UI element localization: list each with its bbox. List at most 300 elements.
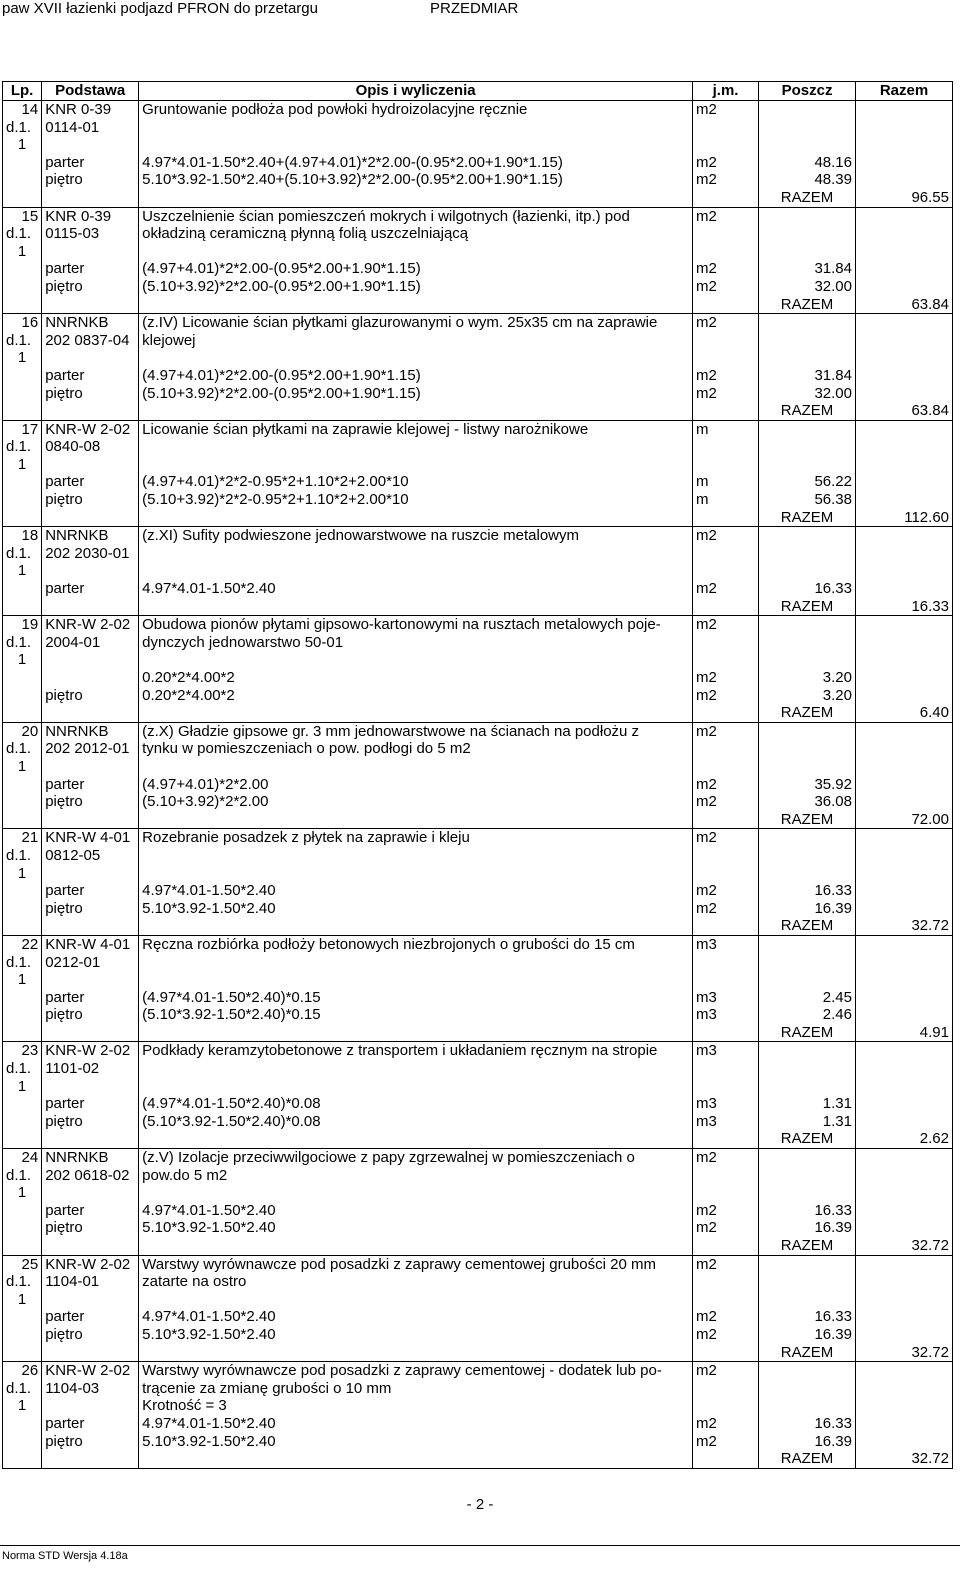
razem-label: RAZEM bbox=[780, 295, 834, 313]
podstawa-line: KNR-W 4-01 bbox=[45, 829, 131, 847]
item-poszcz bbox=[759, 829, 856, 936]
item-lp bbox=[3, 1255, 42, 1362]
item-podstawa bbox=[42, 101, 139, 208]
calc-value: 1.31 bbox=[822, 1095, 852, 1113]
col-razem: Razem bbox=[856, 82, 953, 101]
item-lp bbox=[3, 101, 42, 208]
podstawa-line: KNR-W 4-01 bbox=[45, 935, 131, 953]
item-jm bbox=[693, 722, 759, 829]
calc-value: 3.20 bbox=[822, 686, 852, 704]
item-poszcz bbox=[759, 207, 856, 314]
calc-jm: m2 bbox=[696, 669, 717, 686]
item-podstawa bbox=[42, 1042, 139, 1149]
jm-main: m2 bbox=[696, 207, 717, 225]
lp-line: 15 bbox=[21, 207, 39, 225]
razem-label: RAZEM bbox=[780, 508, 834, 526]
item-lp bbox=[3, 420, 42, 527]
podstawa-line: 0115-03 bbox=[45, 225, 100, 243]
calc-value: 2.46 bbox=[822, 1006, 852, 1024]
col-opis: Opis i wyliczenia bbox=[139, 82, 693, 101]
item-jm bbox=[693, 829, 759, 936]
calc-expr: 0.20*2*4.00*2 bbox=[142, 669, 235, 686]
lp-line: d.1. bbox=[6, 544, 32, 562]
lp-line: 25 bbox=[21, 1255, 39, 1273]
calc-value: 31.84 bbox=[814, 366, 852, 384]
opis-line: Podkłady keramzytobetonowe z transportem i układaniem ręcznym na stropie bbox=[142, 1042, 658, 1060]
table-row bbox=[3, 101, 953, 208]
razem-label: RAZEM bbox=[780, 1343, 834, 1361]
item-podstawa bbox=[42, 1255, 139, 1362]
lp-line: d.1. bbox=[6, 1060, 32, 1078]
podstawa-line: 2004-01 bbox=[45, 633, 101, 651]
lp-line: d.1. bbox=[6, 633, 32, 651]
calc-jm: m2 bbox=[696, 1325, 717, 1343]
razem-value: 96.55 bbox=[911, 188, 949, 206]
item-opis bbox=[139, 314, 693, 421]
calc-value: 16.33 bbox=[814, 580, 852, 598]
item-poszcz bbox=[759, 1362, 856, 1469]
item-razem bbox=[856, 314, 953, 421]
calc-value: 32.00 bbox=[814, 384, 852, 402]
opis-line: Ręczna rozbiórka podłoży betonowych niezbrojonych o grubości do 15 cm bbox=[142, 935, 635, 953]
opis-line: zatarte na ostro bbox=[142, 1273, 247, 1291]
calc-jm: m2 bbox=[696, 1432, 717, 1450]
table-row bbox=[3, 314, 953, 421]
item-jm bbox=[693, 1362, 759, 1469]
lp-line: 14 bbox=[21, 101, 39, 118]
calc-value: 56.38 bbox=[814, 491, 852, 509]
opis-line: (z.XI) Sufity podwieszone jednowarstwowe na ruszcie metalowym bbox=[142, 527, 579, 545]
calc-expr: 4.97*4.01-1.50*2.40 bbox=[142, 882, 276, 900]
calc-jm: m2 bbox=[696, 580, 717, 598]
calc-label: parter bbox=[45, 580, 85, 598]
calc-label: piętro bbox=[45, 1006, 83, 1024]
calc-expr: (4.97*4.01-1.50*2.40)*0.15 bbox=[142, 988, 321, 1006]
item-podstawa bbox=[42, 722, 139, 829]
col-poszcz: Poszcz bbox=[759, 82, 856, 101]
item-razem bbox=[856, 1255, 953, 1362]
calc-jm: m2 bbox=[696, 686, 717, 704]
item-opis bbox=[139, 829, 693, 936]
table-row bbox=[3, 616, 953, 723]
item-jm bbox=[693, 1042, 759, 1149]
item-jm bbox=[693, 420, 759, 527]
item-lp bbox=[3, 1362, 42, 1469]
lp-line: 1 bbox=[17, 1184, 27, 1202]
calc-expr: (4.97+4.01)*2*2-0.95*2+1.10*2+2.00*10 bbox=[142, 473, 409, 491]
lp-line: 26 bbox=[21, 1362, 39, 1380]
lp-line: 1 bbox=[17, 562, 27, 580]
podstawa-line: 1104-01 bbox=[45, 1273, 100, 1291]
opis-line: pow.do 5 m2 bbox=[142, 1166, 228, 1184]
calc-label: parter bbox=[45, 1308, 85, 1326]
calc-label: piętro bbox=[45, 1432, 83, 1450]
razem-value: 72.00 bbox=[911, 810, 949, 828]
item-podstawa bbox=[42, 935, 139, 1042]
item-razem bbox=[856, 829, 953, 936]
razem-value: 4.91 bbox=[919, 1023, 949, 1041]
calc-jm: m2 bbox=[696, 793, 717, 811]
razem-value: 32.72 bbox=[911, 917, 949, 935]
opis-line: Warstwy wyrównawcze pod posadzki z zaprawy cementowej grubości 20 mm bbox=[142, 1255, 656, 1273]
razem-label: RAZEM bbox=[780, 704, 834, 722]
calc-expr: 4.97*4.01-1.50*2.40 bbox=[142, 1414, 276, 1432]
item-jm bbox=[693, 616, 759, 723]
opis-line: okładziną ceramiczną płynną folią uszczelniającą bbox=[142, 225, 469, 243]
item-podstawa bbox=[42, 1149, 139, 1256]
item-lp bbox=[3, 722, 42, 829]
item-razem bbox=[856, 420, 953, 527]
calc-expr: 4.97*4.01-1.50*2.40 bbox=[142, 1308, 276, 1326]
item-jm bbox=[693, 1149, 759, 1256]
calc-value: 16.39 bbox=[814, 1432, 852, 1450]
calc-label: parter bbox=[45, 1414, 85, 1432]
calc-jm: m2 bbox=[696, 775, 717, 793]
opis-line: Rozebranie posadzek z płytek na zaprawie i kleju bbox=[142, 829, 470, 847]
lp-line: d.1. bbox=[6, 118, 32, 136]
item-opis bbox=[139, 207, 693, 314]
lp-line: d.1. bbox=[6, 331, 32, 349]
col-jm: j.m. bbox=[693, 82, 759, 101]
calc-jm: m2 bbox=[696, 899, 717, 917]
jm-main: m2 bbox=[696, 527, 717, 545]
calc-jm: m2 bbox=[696, 882, 717, 900]
opis-line: dynczych jednowarstwo 50-01 bbox=[142, 633, 344, 651]
item-opis bbox=[139, 527, 693, 616]
calc-value: 16.39 bbox=[814, 1325, 852, 1343]
item-opis bbox=[139, 1255, 693, 1362]
table-row bbox=[3, 1362, 953, 1469]
jm-main: m2 bbox=[696, 616, 717, 634]
razem-label: RAZEM bbox=[780, 917, 834, 935]
calc-value: 48.16 bbox=[814, 153, 852, 171]
calc-label: piętro bbox=[45, 1112, 83, 1130]
podstawa-line: KNR-W 2-02 bbox=[45, 616, 131, 634]
item-opis bbox=[139, 1149, 693, 1256]
calc-label: parter bbox=[45, 1095, 85, 1113]
opis-line: Licowanie ścian płytkami na zaprawie klejowej - listwy narożnikowe bbox=[142, 420, 589, 438]
item-jm bbox=[693, 207, 759, 314]
calc-value: 48.39 bbox=[814, 171, 852, 189]
podstawa-line: NNRNKB bbox=[45, 1149, 109, 1167]
lp-line: 1 bbox=[17, 757, 27, 775]
podstawa-line: 202 0837-04 bbox=[45, 331, 130, 349]
calc-jm: m3 bbox=[696, 1006, 717, 1024]
lp-line: 1 bbox=[17, 455, 27, 473]
table-row bbox=[3, 1255, 953, 1362]
calc-jm: m2 bbox=[696, 384, 717, 402]
item-razem bbox=[856, 1149, 953, 1256]
calc-jm: m2 bbox=[696, 1219, 717, 1237]
razem-label: RAZEM bbox=[780, 1237, 834, 1254]
opis-line: tynku w pomieszczeniach o pow. podłogi do 5 m2 bbox=[142, 740, 471, 758]
lp-line: 24 bbox=[21, 1149, 39, 1167]
lp-line: d.1. bbox=[6, 1273, 32, 1291]
header-doc-type: PRZEDMIAR bbox=[430, 0, 519, 17]
item-podstawa bbox=[42, 527, 139, 616]
podstawa-line: KNR-W 2-02 bbox=[45, 1042, 131, 1060]
calc-expr: (5.10+3.92)*2*2.00-(0.95*2.00+1.90*1.15) bbox=[142, 277, 421, 295]
header-title: paw XVII łazienki podjazd PFRON do przetargu bbox=[2, 0, 318, 17]
calc-value: 36.08 bbox=[814, 793, 852, 811]
lp-line: 1 bbox=[17, 136, 27, 154]
przedmiar-table bbox=[2, 81, 953, 1469]
item-razem bbox=[856, 616, 953, 723]
lp-line: 1 bbox=[17, 349, 27, 367]
table-row bbox=[3, 935, 953, 1042]
podstawa-line: 0812-05 bbox=[45, 846, 101, 864]
calc-label: piętro bbox=[45, 277, 83, 295]
jm-main: m2 bbox=[696, 722, 717, 740]
calc-expr: (5.10*3.92-1.50*2.40)*0.08 bbox=[142, 1112, 321, 1130]
jm-main: m bbox=[696, 420, 709, 438]
lp-line: d.1. bbox=[6, 953, 32, 971]
calc-jm: m2 bbox=[696, 1201, 717, 1219]
table-row bbox=[3, 1149, 953, 1256]
razem-label: RAZEM bbox=[780, 402, 834, 420]
item-opis bbox=[139, 616, 693, 723]
calc-expr: (4.97*4.01-1.50*2.40)*0.08 bbox=[142, 1095, 321, 1113]
jm-main: m2 bbox=[696, 1362, 717, 1380]
col-lp: Lp. bbox=[3, 82, 42, 101]
calc-expr: 5.10*3.92-1.50*2.40 bbox=[142, 1325, 276, 1343]
opis-line: Obudowa pionów płytami gipsowo-kartonowymi na rusztach metalowych poje- bbox=[142, 616, 661, 634]
calc-jm: m bbox=[696, 473, 709, 491]
lp-line: 20 bbox=[21, 722, 39, 740]
item-opis bbox=[139, 420, 693, 527]
page-number: - 2 - bbox=[466, 1496, 494, 1513]
razem-label: RAZEM bbox=[780, 1023, 834, 1041]
calc-value: 16.33 bbox=[814, 1201, 852, 1219]
col-podstawa: Podstawa bbox=[42, 82, 139, 101]
calc-label: parter bbox=[45, 882, 85, 900]
razem-value: 63.84 bbox=[911, 402, 949, 420]
calc-label: parter bbox=[45, 1201, 85, 1219]
item-opis bbox=[139, 1362, 693, 1469]
table-row bbox=[3, 722, 953, 829]
opis-line: (z.IV) Licowanie ścian płytkami glazurowanymi o wym. 25x35 cm na zaprawie bbox=[142, 314, 658, 332]
calc-expr: (5.10+3.92)*2*2.00 bbox=[142, 793, 269, 811]
item-opis bbox=[139, 935, 693, 1042]
item-podstawa bbox=[42, 420, 139, 527]
calc-label: piętro bbox=[45, 491, 83, 509]
lp-line: d.1. bbox=[6, 438, 32, 456]
item-jm bbox=[693, 1255, 759, 1362]
calc-label: parter bbox=[45, 366, 85, 384]
opis-line: Uszczelnienie ścian pomieszczeń mokrych i wilgotnych (łazienki, itp.) pod bbox=[142, 207, 630, 225]
podstawa-line: 202 2012-01 bbox=[45, 740, 130, 758]
opis-line: Warstwy wyrównawcze pod posadzki z zaprawy cementowej - dodatek lub po- bbox=[142, 1362, 662, 1380]
calc-label: piętro bbox=[45, 171, 83, 189]
jm-main: m2 bbox=[696, 1149, 717, 1167]
calc-jm: m2 bbox=[696, 153, 717, 171]
razem-label: RAZEM bbox=[780, 1130, 834, 1148]
calc-expr: 5.10*3.92-1.50*2.40 bbox=[142, 899, 276, 917]
podstawa-line: KNR 0-39 bbox=[45, 101, 112, 118]
lp-line: 17 bbox=[21, 420, 39, 438]
calc-jm: m2 bbox=[696, 171, 717, 189]
razem-value: 32.72 bbox=[911, 1450, 949, 1468]
page-header bbox=[0, 0, 960, 18]
calc-value: 3.20 bbox=[822, 669, 852, 686]
item-lp bbox=[3, 616, 42, 723]
table-header-row bbox=[3, 82, 953, 101]
opis-line: Gruntowanie podłoża pod powłoki hydroizolacyjne ręcznie bbox=[142, 101, 528, 118]
opis-line: (z.V) Izolacje przeciwwilgociowe z papy zgrzewalnej w pomieszczeniach o bbox=[142, 1149, 635, 1167]
lp-line: 19 bbox=[21, 616, 39, 634]
table-row bbox=[3, 527, 953, 616]
lp-line: 1 bbox=[17, 1397, 27, 1415]
calc-label: parter bbox=[45, 260, 85, 278]
calc-expr: 5.10*3.92-1.50*2.40 bbox=[142, 1219, 276, 1237]
lp-line: 23 bbox=[21, 1042, 39, 1060]
calc-label: piętro bbox=[45, 1219, 83, 1237]
lp-line: 21 bbox=[21, 829, 39, 847]
item-lp bbox=[3, 314, 42, 421]
razem-label: RAZEM bbox=[780, 597, 834, 615]
calc-jm: m3 bbox=[696, 1112, 717, 1130]
lp-line: 1 bbox=[17, 1077, 27, 1095]
razem-value: 112.60 bbox=[904, 508, 949, 526]
table-row bbox=[3, 207, 953, 314]
item-poszcz bbox=[759, 1255, 856, 1362]
item-poszcz bbox=[759, 314, 856, 421]
podstawa-line: 202 0618-02 bbox=[45, 1166, 130, 1184]
item-lp bbox=[3, 527, 42, 616]
calc-expr: (5.10+3.92)*2*2.00-(0.95*2.00+1.90*1.15) bbox=[142, 384, 421, 402]
jm-main: m3 bbox=[696, 935, 717, 953]
calc-expr: (4.97+4.01)*2*2.00 bbox=[142, 775, 269, 793]
lp-line: 18 bbox=[21, 527, 39, 545]
calc-label: parter bbox=[45, 988, 85, 1006]
item-jm bbox=[693, 314, 759, 421]
podstawa-line: KNR-W 2-02 bbox=[45, 1255, 131, 1273]
item-opis bbox=[139, 722, 693, 829]
razem-value: 16.33 bbox=[911, 597, 949, 615]
razem-label: RAZEM bbox=[780, 188, 834, 206]
item-podstawa bbox=[42, 829, 139, 936]
opis-line: Krotność = 3 bbox=[142, 1397, 227, 1415]
calc-label: parter bbox=[45, 153, 85, 171]
calc-expr: 5.10*3.92-1.50*2.40 bbox=[142, 1432, 276, 1450]
lp-line: d.1. bbox=[6, 740, 32, 758]
item-podstawa bbox=[42, 1362, 139, 1469]
item-lp bbox=[3, 1042, 42, 1149]
lp-line: 1 bbox=[17, 864, 27, 882]
calc-jm: m2 bbox=[696, 366, 717, 384]
jm-main: m3 bbox=[696, 1042, 717, 1060]
podstawa-line: NNRNKB bbox=[45, 722, 109, 740]
razem-value: 6.40 bbox=[919, 704, 949, 722]
podstawa-line: 1101-02 bbox=[45, 1060, 100, 1078]
item-jm bbox=[693, 935, 759, 1042]
item-razem bbox=[856, 935, 953, 1042]
calc-jm: m2 bbox=[696, 1414, 717, 1432]
item-razem bbox=[856, 1362, 953, 1469]
calc-label: piętro bbox=[45, 899, 83, 917]
footer-norma: Norma STD Wersja 4.18a bbox=[2, 1550, 128, 1562]
calc-jm: m3 bbox=[696, 1095, 717, 1113]
item-razem bbox=[856, 722, 953, 829]
lp-line: 16 bbox=[21, 314, 39, 332]
calc-expr: 4.97*4.01-1.50*2.40 bbox=[142, 580, 276, 598]
calc-value: 16.39 bbox=[814, 899, 852, 917]
lp-line: 1 bbox=[17, 971, 27, 989]
item-podstawa bbox=[42, 616, 139, 723]
calc-expr: (4.97+4.01)*2*2.00-(0.95*2.00+1.90*1.15) bbox=[142, 260, 421, 278]
calc-value: 32.00 bbox=[814, 277, 852, 295]
podstawa-line: 1104-03 bbox=[45, 1379, 100, 1397]
item-razem bbox=[856, 1042, 953, 1149]
jm-main: m2 bbox=[696, 314, 717, 332]
jm-main: m2 bbox=[696, 829, 717, 847]
calc-value: 16.33 bbox=[814, 882, 852, 900]
calc-jm: m2 bbox=[696, 277, 717, 295]
lp-line: 22 bbox=[21, 935, 39, 953]
calc-label: piętro bbox=[45, 1325, 83, 1343]
table-row bbox=[3, 829, 953, 936]
item-lp bbox=[3, 1149, 42, 1256]
razem-value: 32.72 bbox=[911, 1237, 949, 1254]
item-opis bbox=[139, 1042, 693, 1149]
calc-label: piętro bbox=[45, 686, 83, 704]
opis-line: klejowej bbox=[142, 331, 196, 349]
razem-value: 63.84 bbox=[911, 295, 949, 313]
lp-line: 1 bbox=[17, 242, 27, 260]
calc-expr: 4.97*4.01-1.50*2.40+(4.97+4.01)*2*2.00-(0.95*2.00+1.90*1.15) bbox=[142, 153, 563, 171]
calc-value: 16.33 bbox=[814, 1308, 852, 1326]
footer-divider bbox=[0, 1545, 960, 1546]
item-razem bbox=[856, 527, 953, 616]
podstawa-line: KNR-W 2-02 bbox=[45, 1362, 131, 1380]
item-poszcz bbox=[759, 1149, 856, 1256]
item-poszcz bbox=[759, 935, 856, 1042]
podstawa-line: 0212-01 bbox=[45, 953, 101, 971]
item-podstawa bbox=[42, 207, 139, 314]
calc-expr: (5.10*3.92-1.50*2.40)*0.15 bbox=[142, 1006, 321, 1024]
calc-label: piętro bbox=[45, 384, 83, 402]
calc-value: 35.92 bbox=[814, 775, 852, 793]
opis-line: (z.X) Gładzie gipsowe gr. 3 mm jednowarstwowe na ścianach na podłożu z bbox=[142, 722, 640, 740]
item-lp bbox=[3, 829, 42, 936]
lp-line: 1 bbox=[17, 1290, 27, 1308]
calc-expr: (4.97+4.01)*2*2.00-(0.95*2.00+1.90*1.15) bbox=[142, 366, 421, 384]
calc-jm: m2 bbox=[696, 1308, 717, 1326]
podstawa-line: 202 2030-01 bbox=[45, 544, 130, 562]
jm-main: m2 bbox=[696, 101, 717, 118]
podstawa-line: 0840-08 bbox=[45, 438, 101, 456]
calc-expr: (5.10+3.92)*2*2-0.95*2+1.10*2+2.00*10 bbox=[142, 491, 409, 509]
razem-label: RAZEM bbox=[780, 1450, 834, 1468]
item-poszcz bbox=[759, 101, 856, 208]
podstawa-line: KNR 0-39 bbox=[45, 207, 112, 225]
item-lp bbox=[3, 935, 42, 1042]
razem-label: RAZEM bbox=[780, 810, 834, 828]
table-row bbox=[3, 1042, 953, 1149]
podstawa-line: NNRNKB bbox=[45, 527, 109, 545]
calc-expr: 4.97*4.01-1.50*2.40 bbox=[142, 1201, 276, 1219]
lp-line: d.1. bbox=[6, 846, 32, 864]
jm-main: m2 bbox=[696, 1255, 717, 1273]
calc-jm: m bbox=[696, 491, 709, 509]
calc-label bbox=[45, 669, 135, 687]
calc-value: 1.31 bbox=[822, 1112, 852, 1130]
podstawa-line: KNR-W 2-02 bbox=[45, 420, 131, 438]
item-poszcz bbox=[759, 616, 856, 723]
item-poszcz bbox=[759, 1042, 856, 1149]
table-body bbox=[3, 101, 953, 1469]
item-opis bbox=[139, 101, 693, 208]
